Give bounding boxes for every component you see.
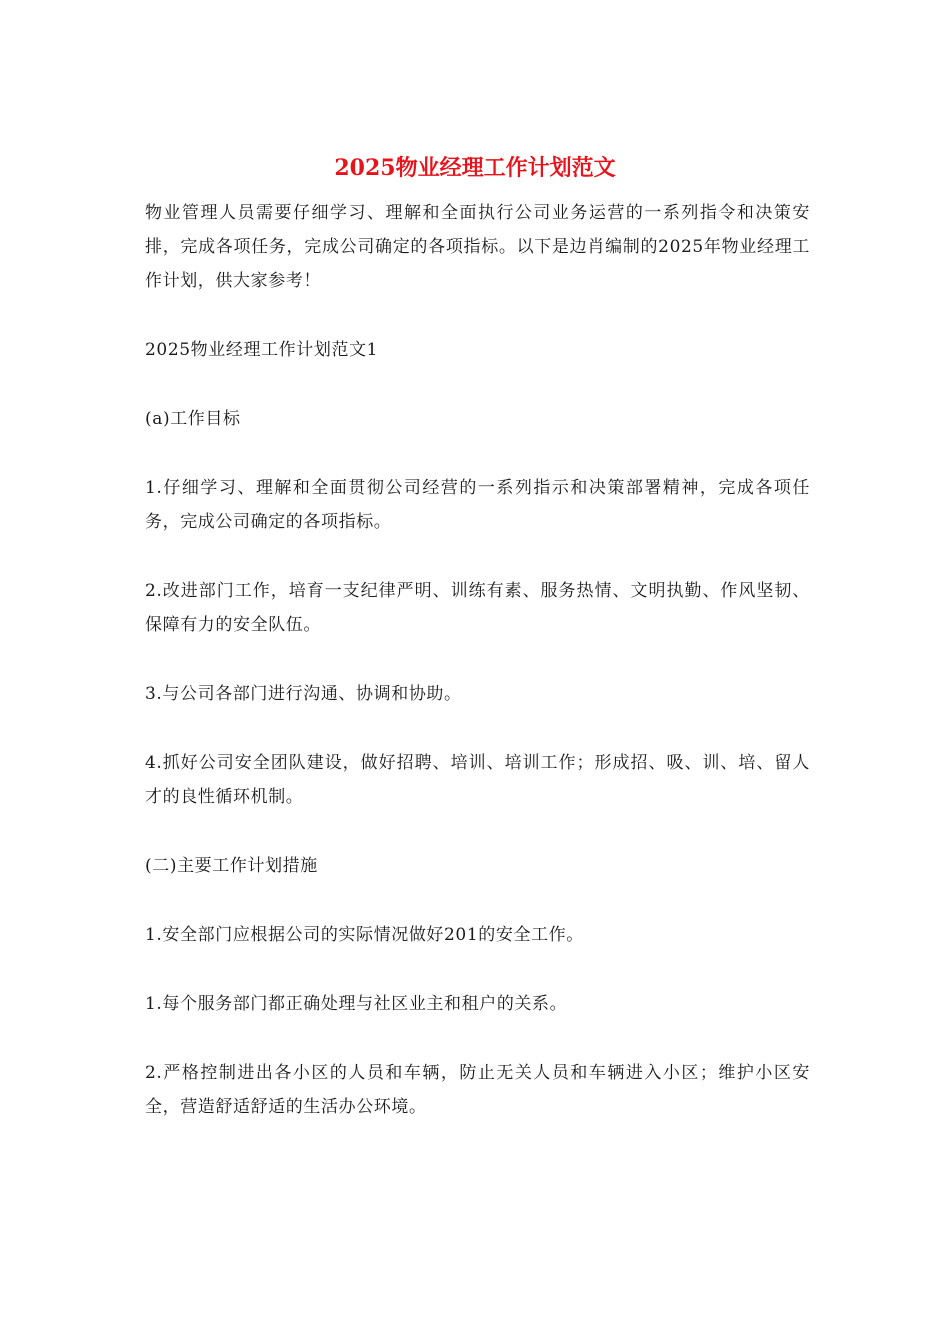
document-title: 2025物业经理工作计划范文 — [334, 155, 616, 181]
intro-paragraph: 物业管理人员需要仔细学习、理解和全面执行公司业务运营的一系列指令和决策安排，完成各项任务，完成公司确定的各项指标。以下是边肖编制的2025年物业经理工作计划，供大家参考！ — [145, 203, 810, 291]
body-paragraph: 4.抓好公司安全团队建设，做好招聘、培训、培训工作；形成招、吸、训、培、留人才的良性循环机制。 — [145, 753, 810, 807]
subsection-heading: (a)工作目标 — [145, 409, 241, 429]
body-paragraph: 1.仔细学习、理解和全面贯彻公司经营的一系列指示和决策部署精神，完成各项任务，完成公司确定的各项指标。 — [145, 478, 810, 532]
body-paragraph: 2.严格控制进出各小区的人员和车辆，防止无关人员和车辆进入小区；维护小区安全，营造舒适舒适的生活办公环境。 — [145, 1063, 810, 1117]
subsection-heading: (二)主要工作计划措施 — [145, 856, 318, 876]
body-paragraph: 2.改进部门工作，培育一支纪律严明、训练有素、服务热情、文明执勤、作风坚韧、保障有力的安全队伍。 — [145, 581, 810, 635]
section-heading: 2025物业经理工作计划范文1 — [145, 340, 379, 360]
body-paragraph: 1.安全部门应根据公司的实际情况做好201的安全工作。 — [145, 925, 584, 945]
body-paragraph: 3.与公司各部门进行沟通、协调和协助。 — [145, 684, 462, 704]
body-paragraph: 1.每个服务部门都正确处理与社区业主和租户的关系。 — [145, 994, 568, 1014]
document-body — [145, 196, 810, 1124]
